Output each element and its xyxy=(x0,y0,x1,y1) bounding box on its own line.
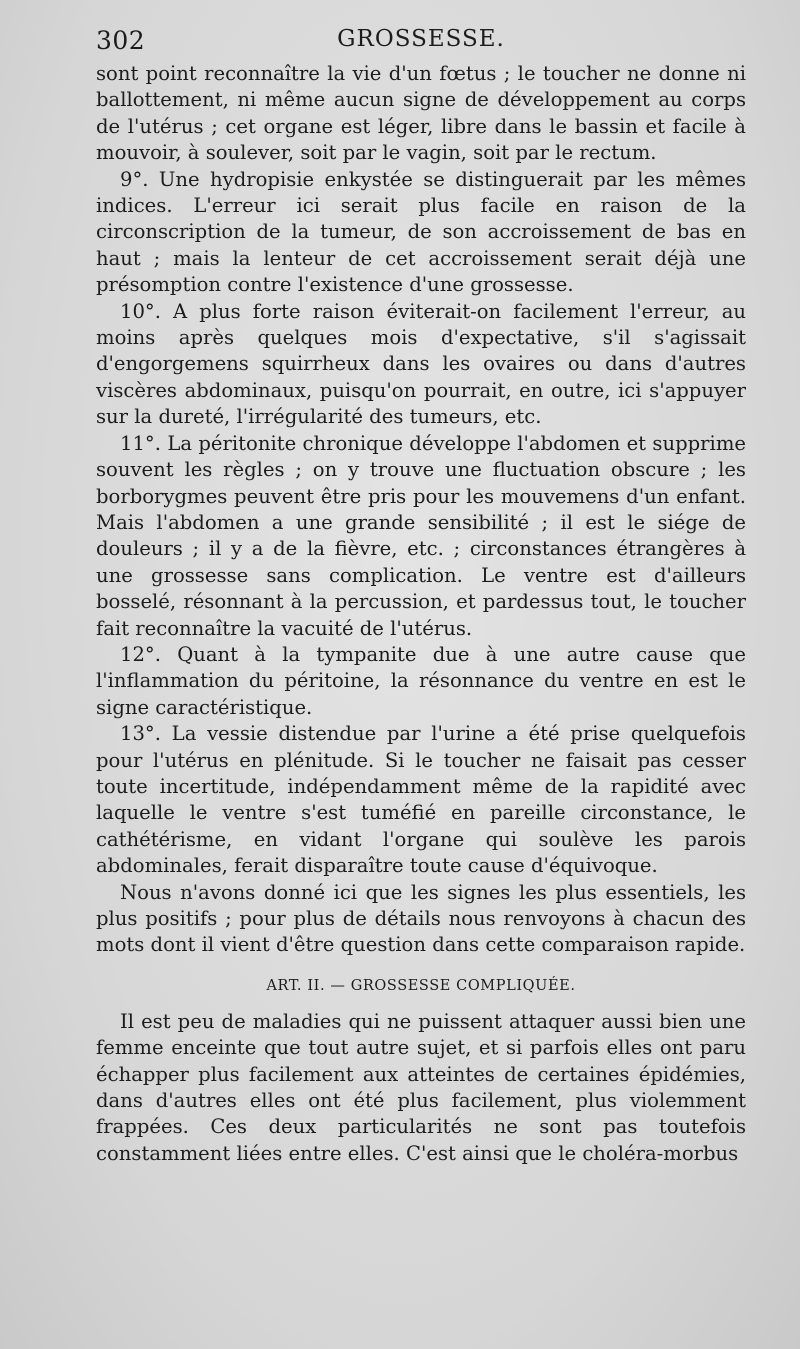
page-header xyxy=(96,26,746,62)
paragraph-summary: Nous n'avons donné ici que les signes les plus essentiels, les plus positifs ; pour plus de détails nous renvoyons à chacun des mots dont il vient d'être question dans cette comparaison rapide. xyxy=(96,880,746,957)
paragraph-item-9: 9°. Une hydropisie enkystée se distinguerait par les mêmes indices. L'erreur ici serait plus facile en raison de la circonscription de la tumeur, de son accroissement de bas en haut ; mais la lenteur de cet accroissement serait déjà une présomption contre l'existence d'une grossesse. xyxy=(96,167,746,297)
paragraph-item-11: 11°. La péritonite chronique développe l'abdomen et supprime souvent les règles ; on y trouve une fluctuation obscure ; les borborygmes peuvent être pris pour les mouvemens d'un enfant. Mais l'abdomen a une grande sensibilité ; il est le siége de douleurs ; il y a de la fièvre, etc. ; circonstances étrangères à une grossesse sans complication. Le ventre est d'ailleurs bosselé, résonnant à la percussion, et pardessus tout, le toucher fait reconnaître la vacuité de l'utérus. xyxy=(96,431,746,640)
paragraph-item-13: 13°. La vessie distendue par l'urine a été prise quelquefois pour l'utérus en plénitude. Si le toucher ne faisait pas cesser toute incertitude, indépendamment même de la rapidité avec laquelle le ventre s'est tuméfié en pareille circonstance, le cathétérisme, en vidant l'organe qui soulève les parois abdominales, ferait disparaître toute cause d'équivoque. xyxy=(96,722,746,878)
page-number: 302 xyxy=(96,26,146,55)
body-text xyxy=(96,61,746,1167)
section-title: ART. II. — GROSSESSE COMPLIQUÉE. xyxy=(266,977,576,994)
paragraph-section-intro: Il est peu de maladies qui ne puissent attaquer aussi bien une femme enceinte que tout autre sujet, et si parfois elles ont paru échapper plus facilement aux atteintes de certaines épidémies, dans d'autres elles ont été plus facilement, plus violemment frappées. Ces deux particularités ne sont pas toutefois constamment liées entre elles. C'est ainsi que le choléra-morbus xyxy=(96,1009,746,1165)
paragraph-continued: sont point reconnaître la vie d'un fœtus ; le toucher ne donne ni ballottement, ni même aucun signe de développement au corps de l'utérus ; cet organe est léger, libre dans le bassin et facile à mouvoir, à soulever, soit par le vagin, soit par le rectum. xyxy=(96,62,746,165)
paragraph-item-12: 12°. Quant à la tympanite due à une autre cause que l'inflammation du péritoine, la résonnance du ventre en est le signe caractéristique. xyxy=(96,642,746,719)
running-head: GROSSESSE. xyxy=(337,26,505,52)
paragraph-item-10: 10°. A plus forte raison éviterait-on facilement l'erreur, au moins après quelques mois d'expectative, s'il s'agissait d'engorgemens squirrheux dans les ovaires ou dans d'autres viscères abdominaux, puisqu'on pourrait, en outre, ici s'appuyer sur la dureté, l'irrégularité des tumeurs, etc. xyxy=(96,299,746,429)
